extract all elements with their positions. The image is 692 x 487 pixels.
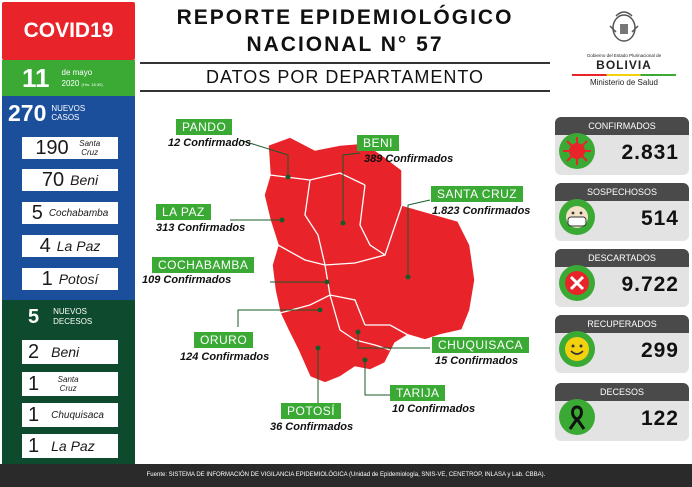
flag-stripe	[572, 74, 676, 76]
x-icon	[557, 263, 597, 303]
new-deaths-list	[2, 334, 135, 464]
new-cases-header: 270 NUEVOS CASOS	[2, 96, 135, 130]
stat-value: 299	[640, 339, 679, 362]
covid19-badge: COVID19	[2, 2, 135, 60]
dept-label-cochabamba: COCHABAMBA	[152, 257, 254, 273]
dept-label-oruro: ORURO	[194, 332, 253, 348]
dept-label-la-paz: LA PAZ	[156, 204, 211, 220]
dept-confirmed-cochabamba: 109 Confirmados	[142, 274, 232, 286]
new-case-item: 190 Santa Cruz	[20, 135, 120, 161]
coat-of-arms-icon	[604, 6, 644, 46]
dept-confirmed-chuquisaca: 15 Confirmados	[435, 355, 519, 367]
virus-icon	[557, 131, 597, 171]
ministry-logo: Gobierno del Estado Plurinacional de BOLIVIA Ministerio de Salud	[560, 6, 688, 96]
new-cases-count: 270	[8, 99, 47, 126]
new-death-item: 1 La Paz	[20, 432, 120, 460]
new-case-item: 4 La Paz	[20, 233, 120, 259]
stat-value: 9.722	[621, 273, 679, 296]
page-subtitle: DATOS POR DEPARTAMENTO	[140, 62, 550, 92]
new-case-item: 70 Beni	[20, 167, 120, 193]
dept-confirmed-oruro: 124 Confirmados	[180, 351, 270, 363]
dept-label-tarija: TARIJA	[390, 385, 445, 401]
ribbon-icon	[557, 397, 597, 437]
stat-value: 514	[640, 207, 679, 230]
dept-confirmed-potosi: 36 Confirmados	[270, 421, 354, 433]
new-deaths-count: 5	[28, 305, 40, 328]
stat-value: 122	[640, 407, 679, 430]
stat-recuperados: RECUPERADOS 299	[555, 315, 689, 373]
new-case-item: 5 Cochabamba	[20, 200, 120, 226]
dept-confirmed-tarija: 10 Confirmados	[392, 403, 476, 415]
stat-descartados: DESCARTADOS 9.722	[555, 249, 689, 307]
page-title: REPORTE EPIDEMIOLÓGICO NACIONAL N° 57	[176, 6, 514, 56]
dept-confirmed-la-paz: 313 Confirmados	[156, 222, 246, 234]
date-day: 11	[22, 62, 50, 93]
new-deaths-header: 5 NUEVOS DECESOS	[2, 300, 135, 334]
stat-confirmados: CONFIRMADOS 2.831	[555, 117, 689, 175]
dept-label-pando: PANDO	[176, 119, 232, 135]
report-date	[2, 60, 135, 96]
stat-sospechosos: SOSPECHOSOS 514	[555, 183, 689, 241]
new-death-item: 2 Beni	[20, 338, 120, 366]
dept-label-potosi: POTOSÍ	[281, 403, 341, 419]
date-text: de mayo 2020 (Hrs. 18:30)	[61, 67, 103, 88]
new-cases-list	[2, 130, 135, 300]
dept-confirmed-santa-cruz: 1.823 Confirmados	[432, 205, 531, 217]
new-death-item: 1 Santa Cruz	[20, 370, 120, 398]
mask-icon	[557, 197, 597, 237]
new-death-item: 1 Chuquisaca	[20, 401, 120, 429]
new-case-item: 1 Potosí	[20, 266, 120, 292]
dept-label-beni: BENI	[357, 135, 399, 151]
dept-confirmed-beni: 389 Confirmados	[364, 153, 454, 165]
stat-decesos: DECESOS 122	[555, 383, 689, 441]
dept-label-chuquisaca: CHUQUISACA	[432, 337, 529, 353]
footer-source: Fuente: SISTEMA DE INFORMACIÓN DE VIGILANCIA EPIDEMIOLÓGICA (Unidad de Epidemiología, SNIS-VE, CENETROP, INLASA y Lab. CBBA).	[0, 464, 692, 487]
stat-value: 2.831	[621, 141, 679, 164]
dept-label-santa-cruz: SANTA CRUZ	[431, 186, 523, 202]
dept-confirmed-pando: 12 Confirmados	[168, 137, 252, 149]
smile-icon	[557, 329, 597, 369]
